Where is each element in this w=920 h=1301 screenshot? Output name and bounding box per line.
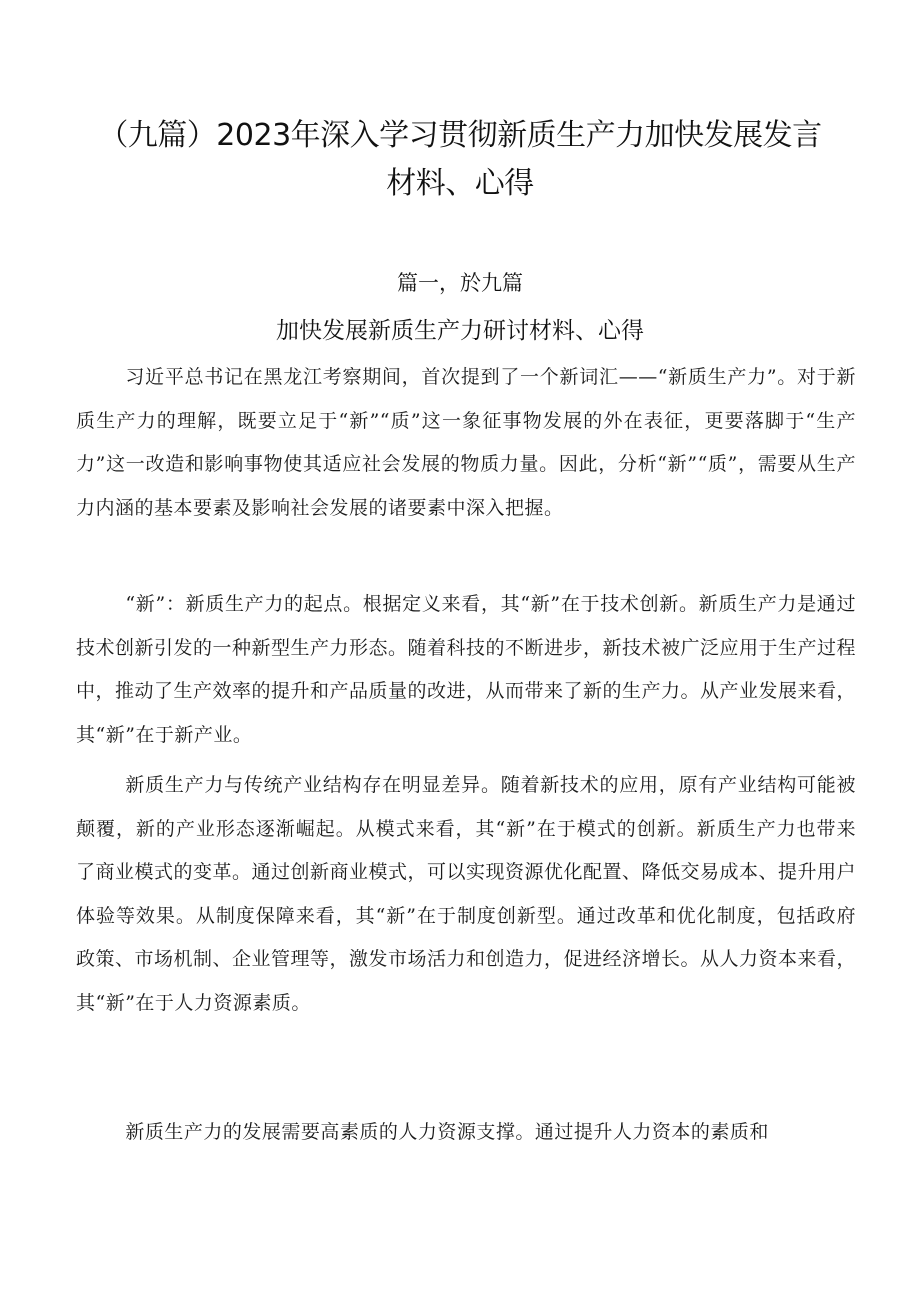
paragraph-block bbox=[76, 583, 856, 757]
paragraph: 新质生产力与传统产业结构存在明显差异。随着新技术的应用，原有产业结构可能被颠覆，新的产业形态逐渐崛起。从模式来看，其“新”在于模式的创新。新质生产力也带来了商业模式的变革。通过创新商业模式，可以实现资源优化配置、降低交易成本、提升用户体验等效果。从制度保障来看，其“新”在于制度创新型。通过改革和优化制度，包括政府政策、市场机制、企业管理等，激发市场活力和创造力，促进经济增长。从人力资本来看，其“新”在于人力资源素质。 bbox=[76, 774, 857, 1014]
paragraph-block bbox=[76, 764, 856, 1025]
paragraph: 习近平总书记在黑龙江考察期间，首次提到了一个新词汇——“新质生产力”。对于新质生产力的理解，既要立足于“新”“质”这一象征事物发展的外在表征，更要落脚于“生产力”这一改造和影响事物使其适应社会发展的物质力量。因此，分析“新”“质”，需要从生产力内涵的基本要素及影响社会发展的诸要素中深入把握。 bbox=[76, 366, 856, 519]
paragraph-block bbox=[76, 1111, 856, 1155]
section-title: 加快发展新质生产力研讨材料、心得 bbox=[276, 318, 644, 344]
document-title: （九篇）2023年深入学习贯彻新质生产力加快发展发言材料、心得 bbox=[98, 118, 822, 201]
paragraph: 新质生产力的发展需要高素质的人力资源支撑。通过提升人力资本的素质和 bbox=[125, 1121, 769, 1143]
paragraph: “新”：新质生产力的起点。根据定义来看，其“新”在于技术创新。新质生产力是通过技术创新引发的一种新型生产力形态。随着科技的不断进步，新技术被广泛应用于生产过程中，推动了生产效率的提升和产品质量的改进，从而带来了新的生产力。从产业发展来看，其“新”在于新产业。 bbox=[76, 593, 857, 746]
paragraph-block bbox=[76, 356, 856, 530]
section-label: 篇一，於九篇 bbox=[397, 271, 523, 295]
